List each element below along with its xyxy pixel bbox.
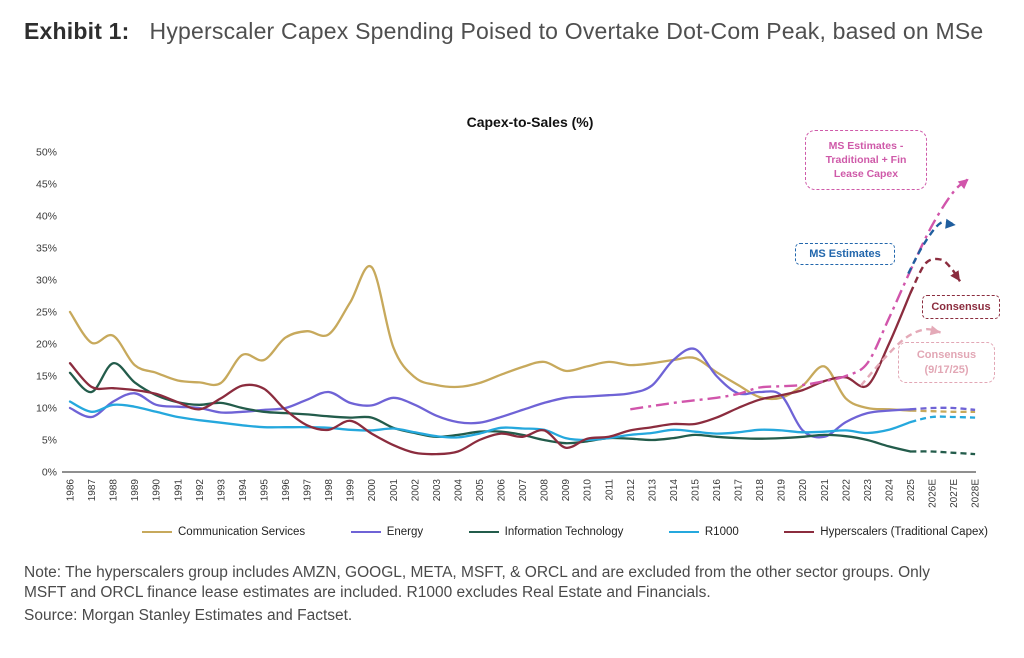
- chart-title: Capex-to-Sales (%): [466, 114, 594, 130]
- legend-label: Energy: [386, 526, 424, 538]
- series-dashed-tail-information-technology: [911, 451, 976, 454]
- x-axis-tick-label: 1993: [216, 479, 228, 502]
- x-axis-tick-label: 1992: [194, 479, 206, 502]
- x-axis-tick-label: 2022: [841, 479, 853, 502]
- legend-item-hyperscalers-traditional-capex: [784, 526, 988, 538]
- legend-label: R1000: [704, 526, 739, 538]
- annotation-box-text: MS Estimates -: [828, 139, 904, 152]
- y-axis-tick-label: 20%: [35, 338, 57, 351]
- legend-label: Hyperscalers (Traditional Capex): [820, 526, 988, 538]
- legend-item-communication-services: [142, 526, 305, 538]
- arrowhead-ms-estimates-fin-lease: [958, 175, 972, 189]
- x-axis-tick-label: 2000: [367, 479, 379, 502]
- x-axis-tick-label: 1996: [281, 479, 292, 502]
- legend-item-r1000: [669, 526, 739, 538]
- x-axis-tick-label: 2019: [776, 479, 788, 502]
- x-axis-tick-label: 1987: [87, 479, 98, 502]
- x-axis-tick-label: 2007: [518, 479, 529, 502]
- page-title: [24, 14, 1024, 50]
- legend-label: Information Technology: [504, 526, 624, 538]
- annotation-box-text: Lease Capex: [833, 168, 899, 181]
- y-axis-tick-label: 5%: [41, 434, 57, 447]
- annotation-box-ms-estimates: [795, 243, 895, 265]
- annotation-box-consensus: [922, 295, 1000, 319]
- series-dashed-tail-r1000: [911, 417, 976, 423]
- legend-label: Communication Services: [178, 526, 306, 538]
- series-dashed-tail-communication-services: [911, 411, 976, 412]
- x-axis-tick-label: 1994: [237, 479, 249, 502]
- legend-item-information-technology: [469, 526, 624, 538]
- x-axis-tick-label: 2016: [712, 479, 723, 502]
- x-axis-tick-label: 2015: [690, 479, 702, 502]
- x-axis-tick-label: 2006: [496, 479, 508, 502]
- annotation-box-ms-estimates-fin-lease: [805, 130, 927, 190]
- y-axis-tick-label: 30%: [35, 274, 57, 287]
- y-axis-tick-label: 0%: [41, 466, 57, 479]
- source-text: Source: Morgan Stanley Estimates and Factset.: [24, 606, 353, 624]
- x-axis-tick-label: 1997: [302, 479, 314, 502]
- legend-swatch: [142, 531, 172, 533]
- series-line-energy: [70, 349, 911, 438]
- x-axis-tick-label: 1986: [65, 479, 77, 502]
- x-axis-tick-label: 2026E: [927, 479, 939, 508]
- x-axis-tick-label: 2014: [668, 479, 680, 502]
- annotation-box-text: MS Estimates: [809, 247, 881, 260]
- x-axis-tick-label: 2003: [431, 479, 443, 502]
- annotation-box-text: Consensus: [916, 348, 977, 361]
- x-axis-tick-label: 2002: [410, 479, 422, 502]
- arrowhead-ms-estimates: [945, 219, 956, 230]
- x-axis-tick-label: 1991: [173, 479, 185, 502]
- y-axis-tick-label: 25%: [35, 306, 57, 319]
- x-axis-tick-label: 2025: [906, 479, 917, 502]
- x-axis-tick-label: 2028E: [970, 479, 982, 508]
- y-axis-tick-label: 35%: [35, 242, 57, 255]
- annotation-box-text: Consensus: [931, 300, 991, 313]
- y-axis-tick-label: 15%: [35, 370, 57, 383]
- note-text: Note: The hyperscalers group includes AMZN, GOOGL, META, MSFT, & ORCL and are excluded from the other sector groups. Only MSFT and ORCL finance lease estimates are included. R1000 excludes Real Estate and Financials.: [24, 564, 930, 602]
- y-axis-tick-label: 45%: [35, 178, 57, 191]
- capex-chart: [0, 108, 1024, 520]
- annotation-box-text: Traditional + Fin: [825, 153, 907, 166]
- y-axis-tick-label: 40%: [35, 210, 57, 223]
- arrowhead-consensus: [950, 270, 964, 284]
- x-axis-tick-label: 2024: [884, 479, 896, 502]
- annotation-box-text: (9/17/25): [924, 363, 969, 376]
- legend-item-energy: [351, 526, 423, 538]
- y-axis-tick-label: 10%: [35, 402, 57, 415]
- x-axis-tick-label: 1990: [151, 479, 163, 502]
- series-line-communication-services: [70, 266, 911, 411]
- x-axis-tick-label: 1988: [108, 479, 120, 502]
- x-axis-tick-label: 2008: [539, 479, 551, 502]
- x-axis-tick-label: 2017: [733, 479, 745, 502]
- legend-swatch: [669, 531, 699, 533]
- x-axis-tick-label: 1998: [324, 479, 336, 502]
- x-axis-tick-label: 2010: [582, 479, 594, 502]
- x-axis-tick-label: 1989: [130, 479, 142, 502]
- legend-swatch: [351, 531, 381, 533]
- x-axis-tick-label: 2001: [388, 479, 400, 502]
- legend-swatch: [469, 531, 499, 533]
- y-axis-tick-label: 50%: [35, 146, 57, 159]
- x-axis-tick-label: 1999: [345, 479, 357, 502]
- x-axis-tick-label: 2012: [625, 479, 637, 502]
- exhibit-label: Exhibit 1:: [24, 18, 130, 44]
- x-axis-tick-label: 2027E: [949, 479, 961, 508]
- x-axis-tick-label: 2021: [819, 479, 831, 502]
- x-axis-tick-label: 2023: [862, 479, 874, 502]
- x-axis-tick-label: 2018: [755, 479, 767, 502]
- x-axis-tick-label: 2005: [474, 479, 486, 502]
- x-axis-tick-label: 2004: [453, 479, 465, 502]
- chart-legend: [142, 526, 988, 538]
- footnotes: [24, 563, 964, 626]
- series-dashed-tail-energy: [911, 408, 976, 410]
- x-axis-tick-label: 2009: [561, 479, 573, 502]
- legend-swatch: [784, 531, 814, 533]
- x-axis-tick-label: 1995: [259, 479, 271, 502]
- x-axis-tick-label: 2013: [647, 479, 659, 502]
- x-axis-tick-label: 2020: [798, 479, 810, 502]
- annotation-box-consensus-9-17-25: [898, 342, 995, 383]
- exhibit-title-text: Hyperscaler Capex Spending Poised to Overtake Dot-Com Peak, based on MSe: [149, 18, 984, 44]
- x-axis-tick-label: 2011: [604, 479, 616, 501]
